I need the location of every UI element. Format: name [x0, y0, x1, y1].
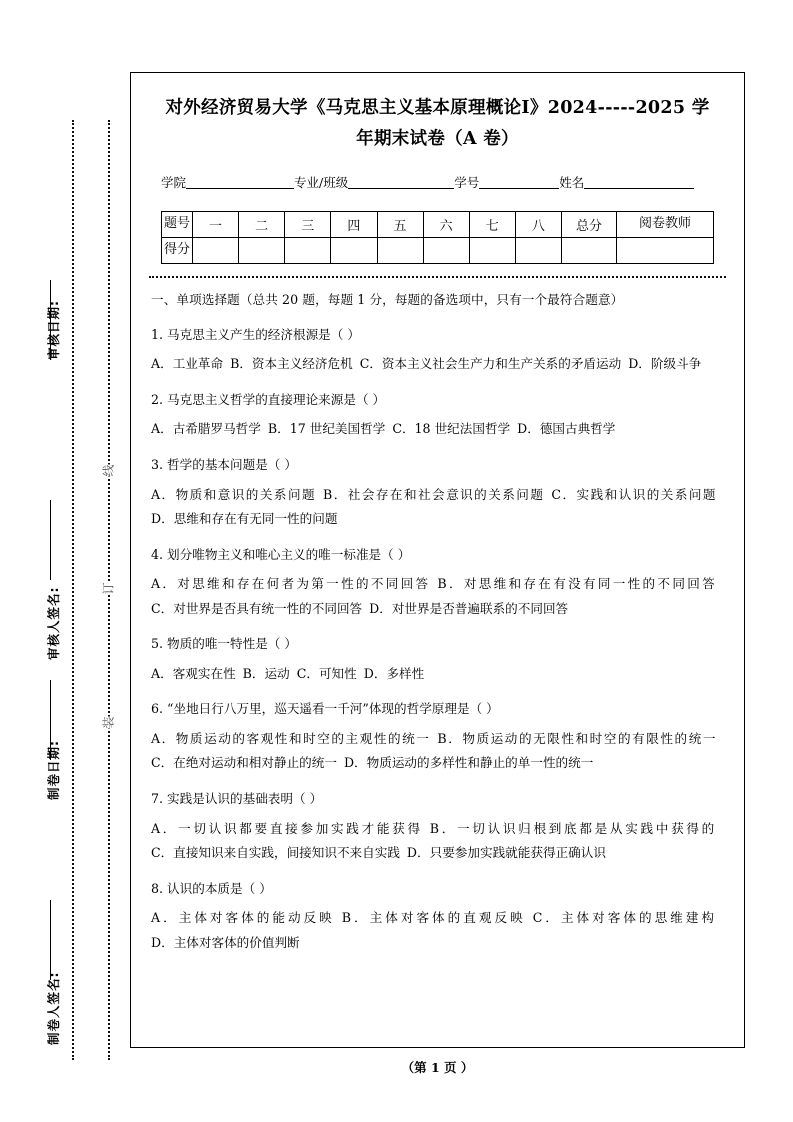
- score-table-col-teacher: 阅卷教师: [617, 212, 714, 238]
- question-option[interactable]: C．资本主义社会生产力和生产关系的矛盾运动: [359, 356, 622, 372]
- question-stem-text: 物质的唯一特性是（ ）: [167, 636, 297, 652]
- question-options: [151, 483, 724, 532]
- question-option[interactable]: A．一切认识都要直接参加实践才能获得: [151, 820, 423, 836]
- option-gap: [400, 841, 407, 866]
- option-gap: [526, 906, 533, 931]
- question-option[interactable]: B．一切认识归根到底都是从实践中获得的: [429, 820, 717, 836]
- margin-label-review-date: 审核日期:: [46, 300, 61, 360]
- question-option[interactable]: C．在绝对运动和相对静止的统一: [151, 755, 337, 771]
- question-option[interactable]: C．实践和认识的关系问题: [551, 486, 717, 502]
- page-number-label: （第 1 页 ）: [401, 1060, 474, 1075]
- question-stem: [151, 632, 724, 657]
- option-gap: [717, 483, 724, 508]
- question-option[interactable]: D．思维和存在有无同一性的问题: [151, 511, 338, 527]
- questions-body: [151, 288, 724, 955]
- question-option[interactable]: C．可知性: [296, 665, 357, 681]
- margin-label-reviewer-signature: 审核人签名:: [46, 586, 61, 660]
- question-number: 3.: [151, 456, 164, 472]
- option-gap: [316, 483, 323, 508]
- question-option[interactable]: B．17 世纪美国哲学: [267, 421, 386, 437]
- score-table-col-6: 六: [423, 212, 469, 238]
- seal-char-xian: 线: [98, 464, 119, 476]
- page-footer: [130, 1058, 745, 1076]
- score-table-col-3: 三: [285, 212, 331, 238]
- margin-label-producer-signature: 制卷人签名:: [46, 971, 61, 1045]
- question-list: [151, 323, 724, 955]
- question-options: [151, 906, 724, 955]
- question-block: [151, 388, 724, 442]
- question-number: 4.: [151, 546, 164, 562]
- question-stem-text: 马克思主义哲学的直接理论来源是（ ）: [167, 391, 386, 407]
- option-gap: [337, 751, 344, 776]
- score-cell-6[interactable]: [423, 238, 469, 264]
- score-cell-5[interactable]: [377, 238, 423, 264]
- question-stem-text: 认识的本质是（ ）: [167, 880, 272, 896]
- question-option[interactable]: C．对世界是否具有统一性的不同回答: [151, 600, 363, 616]
- table-row-question-numbers: [162, 212, 714, 238]
- score-table-col-8: 八: [515, 212, 561, 238]
- question-option[interactable]: D．德国古典哲学: [517, 421, 616, 437]
- question-options: [151, 662, 724, 687]
- option-gap: [717, 572, 724, 597]
- option-gap: [423, 817, 430, 842]
- field-blank-college[interactable]: [186, 174, 294, 189]
- section-heading-multiple-choice: 一、单项选择题（总共 20 题，每题 1 分，每题的备选项中，只有一个最符合题意）: [151, 292, 624, 308]
- question-options: [151, 727, 724, 776]
- question-stem: [151, 453, 724, 478]
- question-option[interactable]: D．多样性: [363, 665, 425, 681]
- question-block: [151, 323, 724, 377]
- question-stem-text: 哲学的基本问题是（ ）: [167, 456, 297, 472]
- field-label-major-class: 专业/班级: [294, 174, 349, 190]
- question-option[interactable]: A．古希腊罗马哲学: [151, 421, 261, 437]
- student-info-line: [149, 174, 726, 189]
- option-gap: [357, 662, 364, 687]
- score-table-col-1: 一: [193, 212, 239, 238]
- question-number: 1.: [151, 326, 164, 342]
- question-option[interactable]: D．只要参加实践就能获得正确认识: [406, 845, 606, 861]
- question-block: [151, 632, 724, 686]
- question-option[interactable]: A．主体对客体的能动反映: [151, 910, 335, 926]
- question-stem-text: “坐地日行八万里，巡天遥看一千河”体现的哲学原理是（ ）: [167, 701, 499, 717]
- field-blank-student-id[interactable]: [479, 174, 559, 189]
- score-table-col-7: 七: [469, 212, 515, 238]
- question-stem: [151, 388, 724, 413]
- table-row-scores: [162, 238, 714, 264]
- question-option[interactable]: B．主体对客体的直观反映: [341, 910, 526, 926]
- page-title: [157, 93, 718, 154]
- score-cell-total[interactable]: [562, 238, 617, 264]
- score-cell-7[interactable]: [469, 238, 515, 264]
- question-option[interactable]: D．主体对客体的价值判断: [151, 934, 300, 950]
- question-option[interactable]: A．物质和意识的关系问题: [151, 486, 317, 502]
- binding-margin: [0, 0, 130, 1122]
- seal-char-ding: 订: [98, 582, 119, 594]
- question-stem-text: 划分唯物主义和唯心主义的唯一标准是（ ）: [167, 546, 411, 562]
- question-option[interactable]: A．物质运动的客观性和时空的主观性的统一: [151, 730, 431, 746]
- question-stem: [151, 697, 724, 722]
- field-blank-major-class[interactable]: [348, 174, 454, 189]
- question-options: [151, 352, 724, 377]
- question-option[interactable]: B．对思维和存在有没有同一性的不同回答: [437, 576, 717, 592]
- question-number: 8.: [151, 880, 164, 896]
- score-table-col-5: 五: [377, 212, 423, 238]
- field-label-name: 姓名: [559, 174, 585, 190]
- question-option[interactable]: D．对世界是否普遍联系的不同回答: [369, 600, 569, 616]
- field-blank-name[interactable]: [584, 174, 694, 189]
- question-number: 5.: [151, 636, 164, 652]
- question-option[interactable]: C．直接知识来自实践，间接知识不来自实践: [151, 845, 400, 861]
- question-option[interactable]: A．工业革命: [151, 356, 224, 372]
- score-table-rowhead-score: 得分: [162, 238, 193, 264]
- question-block: [151, 543, 724, 622]
- exam-title-line-1: 对外经济贸易大学《马克思主义基本原理概论I》2024-----2025 学: [165, 98, 710, 118]
- question-stem-text: 实践是认识的基础表明（ ）: [167, 791, 323, 806]
- field-label-student-id: 学号: [454, 174, 480, 190]
- question-options: [151, 572, 724, 621]
- score-table-rowhead-question: 题号: [162, 212, 193, 238]
- exam-paper-frame: [130, 72, 745, 1048]
- field-label-college: 学院: [161, 174, 187, 190]
- score-cell-teacher[interactable]: [617, 238, 714, 264]
- score-cell-4[interactable]: [331, 238, 377, 264]
- question-stem: [151, 543, 724, 568]
- question-number: 7.: [151, 791, 164, 806]
- option-gap: [261, 417, 268, 442]
- margin-label-production-date: 制卷日期:: [46, 740, 61, 800]
- score-cell-2[interactable]: [239, 238, 285, 264]
- question-option[interactable]: B．物质运动的无限性和时空的有限性的统一: [437, 730, 717, 746]
- question-stem: [151, 323, 724, 348]
- score-table-col-total: 总分: [562, 212, 617, 238]
- question-option[interactable]: B．社会存在和社会意识的关系问题: [323, 486, 545, 502]
- question-option[interactable]: D．物质运动的多样性和静止的单一性的统一: [343, 755, 594, 771]
- question-option[interactable]: A．对思维和存在何者为第一性的不同回答: [151, 576, 431, 592]
- option-gap: [717, 727, 724, 752]
- seal-char-zhuang: 装: [98, 716, 119, 728]
- question-options: [151, 417, 724, 442]
- question-stem: [151, 787, 724, 812]
- seal-line-outer: [72, 120, 74, 1060]
- score-table-col-4: 四: [331, 212, 377, 238]
- score-cell-8[interactable]: [515, 238, 561, 264]
- score-table-container: [161, 211, 714, 264]
- option-gap: [290, 662, 297, 687]
- question-option[interactable]: A．客观实在性: [151, 665, 236, 681]
- score-cell-3[interactable]: [285, 238, 331, 264]
- question-option[interactable]: C．主体对客体的思维建构: [532, 910, 717, 926]
- question-option[interactable]: D．阶级斗争: [628, 356, 702, 372]
- question-block: [151, 787, 724, 866]
- score-table: [161, 211, 714, 264]
- question-option[interactable]: B．运动: [242, 665, 290, 681]
- question-option[interactable]: C．18 世纪法国哲学: [392, 421, 511, 437]
- question-block: [151, 877, 724, 956]
- option-gap: [335, 906, 342, 931]
- score-table-col-2: 二: [239, 212, 285, 238]
- question-stem: [151, 877, 724, 902]
- question-options: [151, 817, 724, 866]
- question-option[interactable]: B．资本主义经济危机: [230, 356, 353, 372]
- question-number: 6.: [151, 701, 164, 717]
- option-gap: [717, 817, 724, 842]
- section-divider: [149, 276, 726, 278]
- exam-title-line-2: 年期末试卷（A 卷）: [356, 128, 519, 149]
- question-block: [151, 697, 724, 776]
- score-cell-1[interactable]: [193, 238, 239, 264]
- question-number: 2.: [151, 391, 164, 407]
- question-stem-text: 马克思主义产生的经济根源是（ ）: [167, 326, 360, 342]
- option-gap: [236, 662, 243, 687]
- option-gap: [353, 352, 360, 377]
- question-block: [151, 453, 724, 532]
- option-gap: [717, 906, 724, 931]
